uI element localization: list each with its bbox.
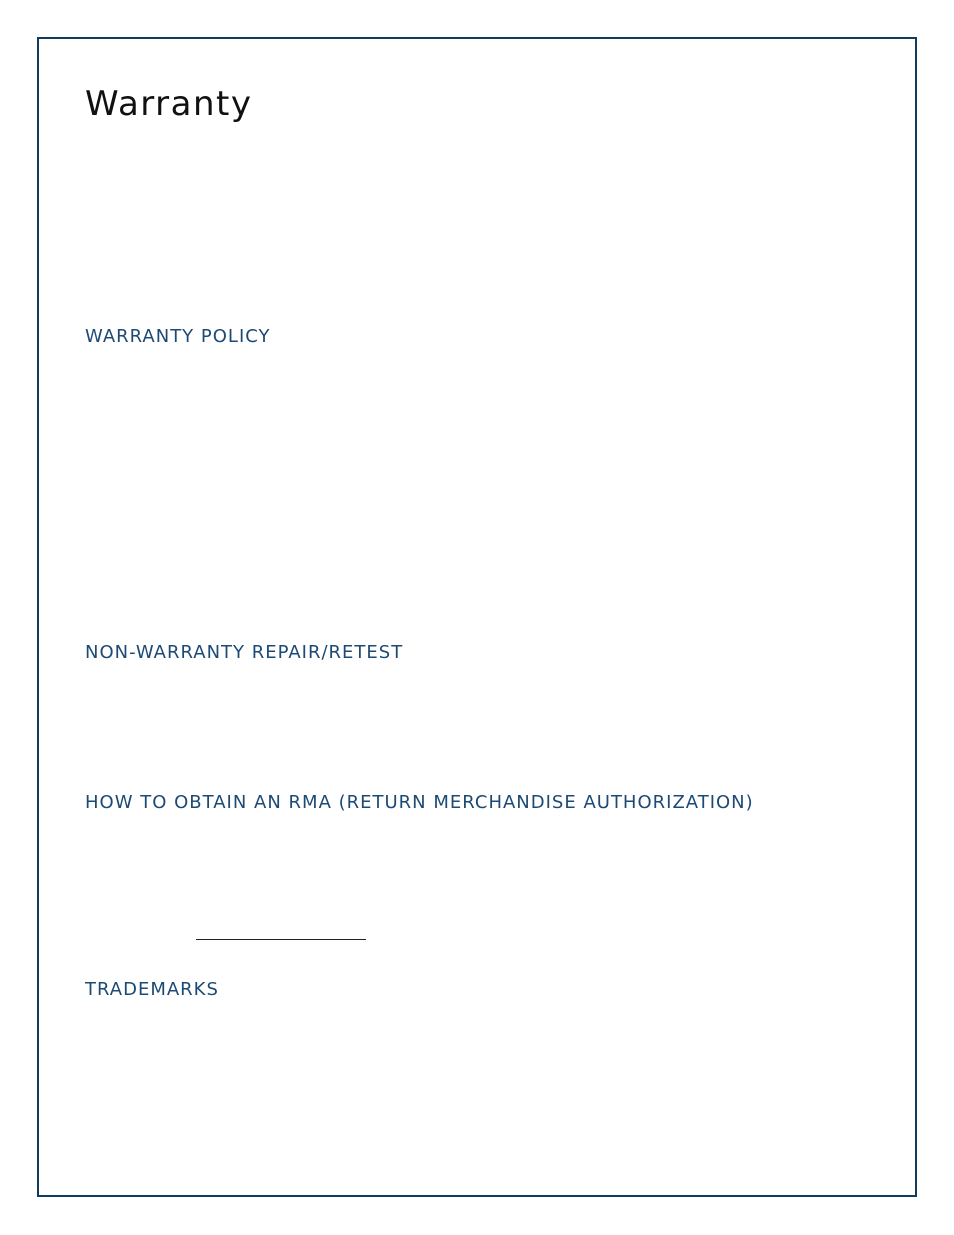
section-heading-warranty-policy: WARRANTY POLICY [85, 326, 271, 347]
section-heading-non-warranty-repair: NON-WARRANTY REPAIR/RETEST [85, 642, 404, 663]
section-heading-rma: HOW TO OBTAIN AN RMA (RETURN MERCHANDISE AUTHORIZATION) [85, 792, 754, 813]
page-title: Warranty [85, 84, 253, 124]
page-frame [37, 37, 917, 1197]
underlined-link[interactable] [196, 939, 366, 940]
section-heading-trademarks: TRADEMARKS [85, 979, 219, 1000]
